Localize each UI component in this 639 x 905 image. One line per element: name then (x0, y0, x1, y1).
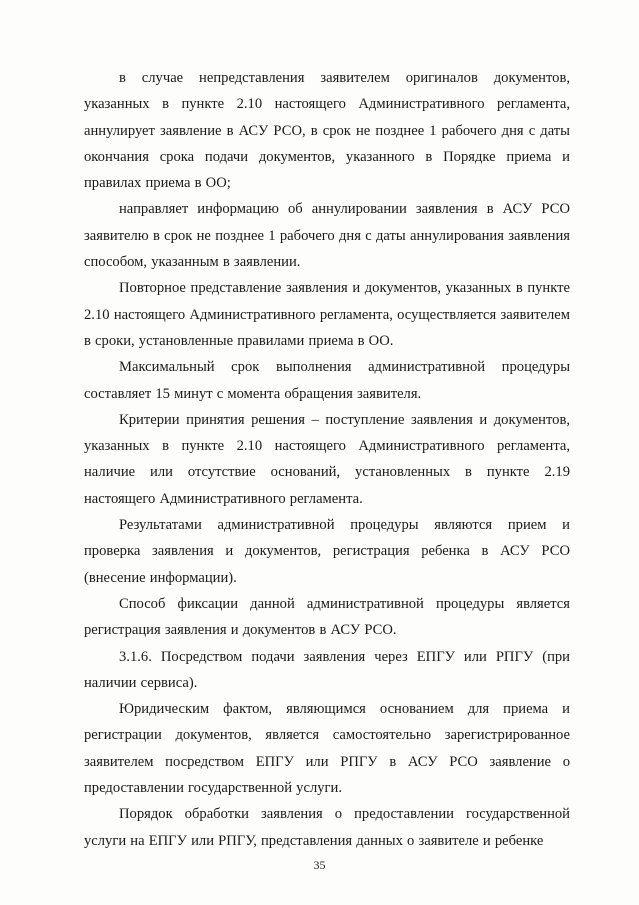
paragraph-decision-criteria: Критерии принятия решения – поступление заявления и документов, указанных в пункте 2.10 настоящего Административного регламента, наличие или отсутствие оснований, установленных в пункте 2.19 настоящего Административного регламента. (84, 411, 570, 507)
paragraph-max-duration: Максимальный срок выполнения административной процедуры составляет 15 минут с момента обращения заявителя. (84, 359, 570, 402)
paragraph-resubmission: Повторное представление заявления и документов, указанных в пункте 2.10 настоящего Административного регламента, осуществляется заявителем в сроки, установленные правилами приема в ОО. (84, 280, 570, 349)
paragraph-recording-method: Способ фиксации данной административной процедуры является регистрация заявления и документов в АСУ РСО. (84, 595, 570, 639)
document-body (84, 65, 570, 854)
page-number: 35 (313, 858, 326, 872)
paragraph-processing-order: Порядок обработки заявления о предоставлении государственной услуги на ЕПГУ или РПГУ, представления данных о заявителе и ребенке (84, 806, 570, 849)
paragraph-section-3-1-6: 3.1.6. Посредством подачи заявления через ЕПГУ или РПГУ (при наличии сервиса). (84, 648, 570, 691)
paragraph-annul-application: в случае непредставления заявителем оригиналов документов, указанных в пункте 2.10 настоящего Административного регламента, аннулирует заявление в АСУ РСО, в срок не позднее 1 рабочего дня с даты окончания срока подачи документов, указанного в Порядке приема и правилах приема в ОО; (84, 70, 570, 192)
paragraph-legal-fact: Юридическим фактом, являющимся основанием для приема и регистрации документов, является самостоятельно зарегистрированное заявителем посредством ЕПГУ или РПГУ в АСУ РСО заявление о предоставлении государственной услуги. (84, 701, 570, 797)
paragraph-procedure-results: Результатами административной процедуры являются прием и проверка заявления и документов, регистрация ребенка в АСУ РСО (внесение информации). (84, 517, 570, 586)
paragraph-annulment-notice: направляет информацию об аннулировании заявления в АСУ РСО заявителю в срок не позднее 1 рабочего дня с даты аннулирования заявления способом, указанным в заявлении. (84, 201, 570, 271)
